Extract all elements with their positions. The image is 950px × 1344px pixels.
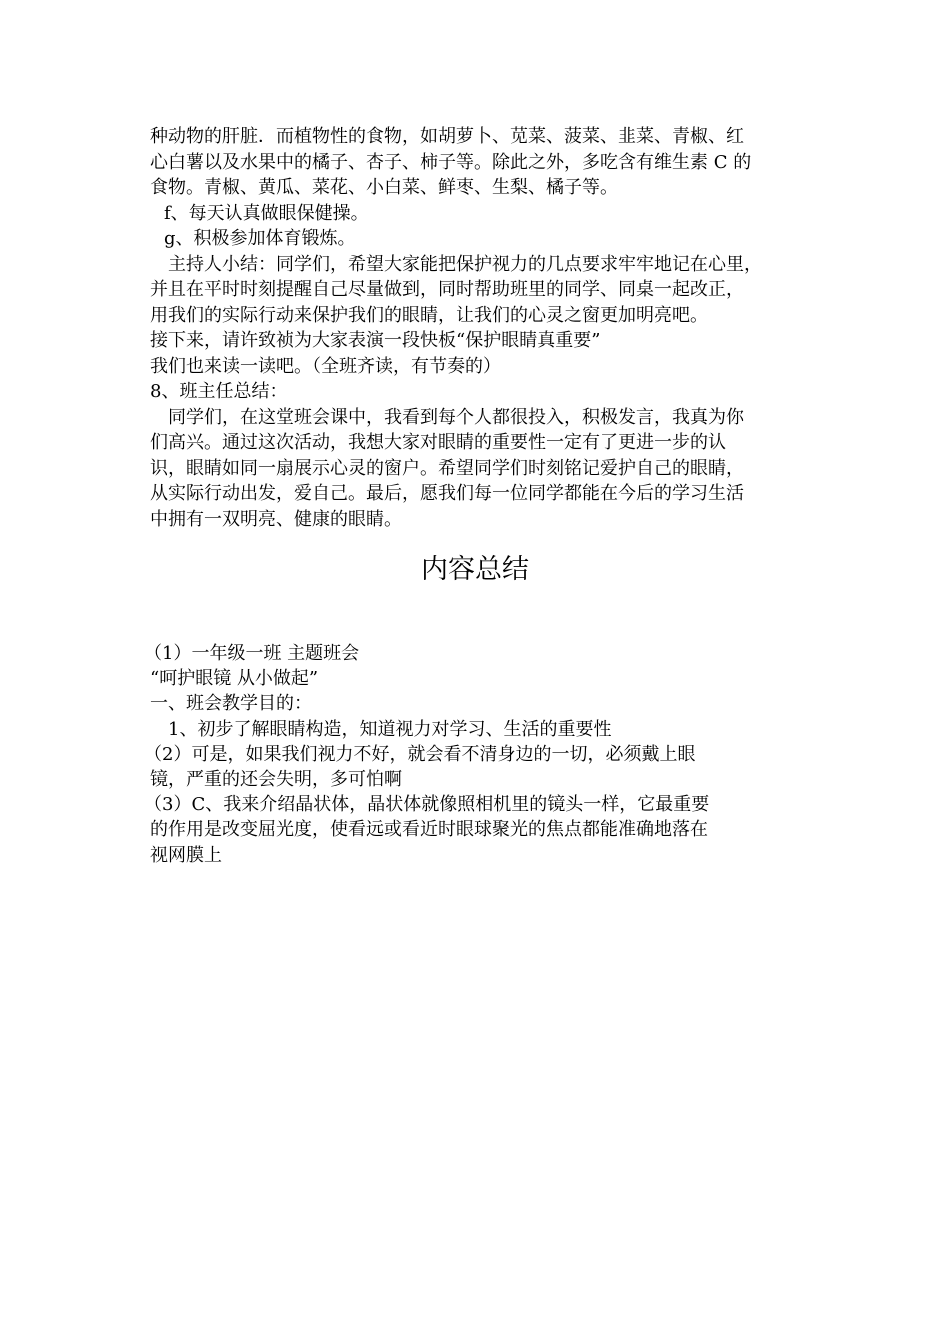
document-body — [150, 124, 800, 532]
body-line: 心白薯以及水果中的橘子、杏子、柿子等。除此之外，多吃含有维生素 C 的 — [150, 151, 752, 173]
body-line: 同学们，在这堂班会课中，我看到每个人都很投入，积极发言，我真为你 — [168, 406, 744, 428]
body-line: 从实际行动出发，爱自己。最后，愿我们每一位同学都能在今后的学习生活 — [150, 483, 744, 504]
body-line: 用我们的实际行动来保护我们的眼睛，让我们的心灵之窗更加明亮吧。 — [150, 304, 708, 326]
summary-line: 1、初步了解眼睛构造，知道视力对学习、生活的重要性 — [168, 718, 612, 740]
body-line: 中拥有一双明亮、健康的眼睛。 — [150, 508, 402, 530]
summary-line: 的作用是改变屈光度，使看远或看近时眼球聚光的焦点都能准确地落在 — [150, 819, 708, 841]
body-line: 我们也来读一读吧。（全班齐读，有节奏的） — [150, 355, 501, 377]
summary-line: “呵护眼镜 从小做起” — [150, 668, 319, 690]
body-line: f、每天认真做眼保健操。 — [164, 202, 369, 224]
body-line: 主持人小结：同学们，希望大家能把保护视力的几点要求牢牢地记在心里， — [168, 253, 762, 275]
body-line: 食物。青椒、黄瓜、菜花、小白菜、鲜枣、生梨、橘子等。 — [150, 177, 618, 198]
body-line: 并且在平时时刻提醒自己尽量做到，同时帮助班里的同学、同桌一起改正， — [150, 279, 744, 300]
body-line: 们高兴。通过这次活动，我想大家对眼睛的重要性一定有了更进一步的认 — [150, 432, 726, 453]
summary-line: （3）C、我来介绍晶状体，晶状体就像照相机里的镜头一样，它最重要 — [144, 794, 710, 816]
summary-line: 一、班会教学目的： — [150, 693, 312, 715]
body-line: g、积极参加体育锻炼。 — [164, 228, 356, 249]
body-line: 识，眼睛如同一扇展示心灵的窗户。希望同学们时刻铭记爱护自己的眼睛， — [150, 457, 744, 479]
summary-title: 内容总结 — [421, 554, 529, 585]
body-line: 8、班主任总结： — [150, 381, 288, 402]
summary-line: （1）一年级一班 主题班会 — [144, 643, 360, 664]
summary-line: 镜，严重的还会失明，多可怕啊 — [150, 769, 402, 791]
summary-line: 视网膜上 — [150, 844, 222, 866]
summary-section — [144, 641, 800, 868]
summary-line: （2）可是，如果我们视力不好，就会看不清身边的一切，必须戴上眼 — [144, 743, 696, 765]
body-line: 接下来，请许致祯为大家表演一段快板“保护眼睛真重要” — [150, 330, 601, 351]
body-line: 种动物的肝脏．而植物性的食物，如胡萝卜、苋菜、菠菜、韭菜、青椒、红 — [150, 126, 744, 147]
